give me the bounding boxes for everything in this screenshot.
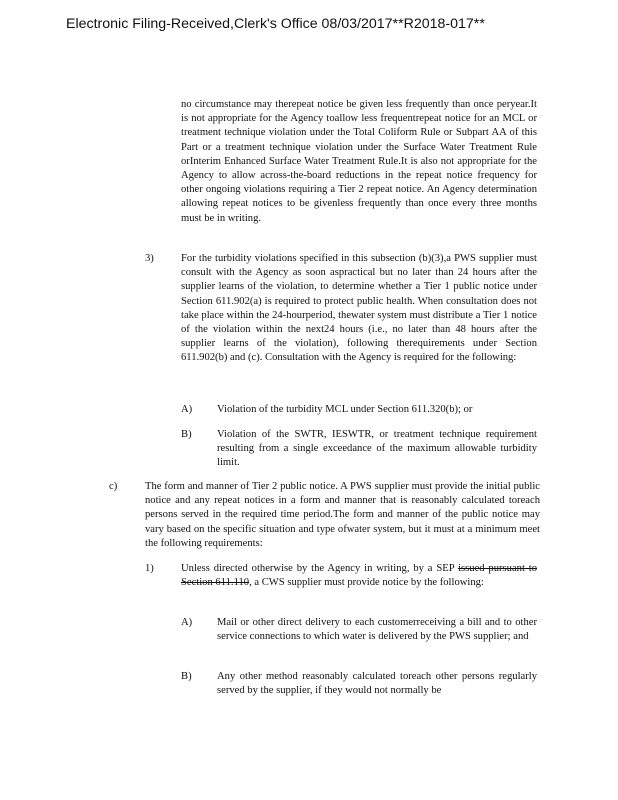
- c1-subitem-a-label: A): [181, 617, 193, 628]
- section-c-text: The form and manner of Tier 2 public notice. A PWS supplier must provide the initial public notice and any repeat notices in a form and manner that is reasonably calculated toreach persons served in the required time period.The form and manner of the public notice may vary based on the specific situation and type ofwater system, but it must at a minimum meet the following requirements:: [145, 481, 540, 549]
- c1-struck-text: issued pursuant to Section 611.110: [181, 563, 537, 589]
- item-3-label: 3): [145, 253, 154, 264]
- c1-text-start: Unless directed otherwise by the Agency in writing, by a SEP: [181, 563, 455, 574]
- c1-subitem-b-text: Any other method reasonably calculated toreach other persons regularly served by the supplier, if they would not normally be: [217, 671, 537, 697]
- section-c-label: c): [109, 481, 118, 492]
- continued-paragraph: no circumstance may therepeat notice be given less frequently than once peryear.It is not appropriate for the Agency toallow less frequentrepeat notice for an MCL or treatment technique violation under the Total Coliform Rule or Subpart AA of this Part or a treatment technique violation under the Surface Water Treatment Rule orInterim Enhanced Surface Water Treatment Rule.It is also not appropriate for the Agency to allow across-the-board reductions in the repeat notice frequency for other ongoing violations requiring a Tier 2 repeat notice. An Agency determination allowing repeat notices to be givenless frequently than once every three months must be in writing.: [181, 99, 537, 224]
- subitem-b-label: B): [181, 429, 192, 440]
- c1-subitem-a-text: Mail or other direct delivery to each customerreceiving a bill and to other service connections to which water is delivered by the PWS supplier; and: [217, 617, 537, 643]
- subitem-a-label: A): [181, 404, 193, 415]
- c1-subitem-b-label: B): [181, 671, 192, 682]
- item-3-text: For the turbidity violations specified in this subsection (b)(3),a PWS supplier must consult with the Agency as soon aspractical but no later than 24 hours after the supplier learns of the violation, to determine whether a Tier 1 public notice under Section 611.902(a) is required to protect public health. When consultation does not take place within the 24-hourperiod, thewater system must distribute a Tier 1 notice of the violation within the next24 hours (i.e., no later than 48 hours after the supplier learns of the violation), following therequirements under Section 611.902(b) and (c). Consultation with the Agency is required for the following:: [181, 253, 537, 364]
- c1-text-end: , a CWS supplier must provide notice by the following:: [249, 577, 484, 589]
- filing-stamp-header: Electronic Filing-Received,Clerk's Office 08/03/2017**R2018-017**: [66, 16, 485, 32]
- section-c1-label: 1): [145, 563, 154, 574]
- section-c1-text: [181, 562, 537, 590]
- subitem-b-text: Violation of the SWTR, IESWTR, or treatment technique requirement resulting from a single exceedance of the maximum allowable turbidity limit.: [217, 429, 537, 469]
- subitem-a-text: Violation of the turbidity MCL under Section 611.320(b); or: [217, 404, 473, 415]
